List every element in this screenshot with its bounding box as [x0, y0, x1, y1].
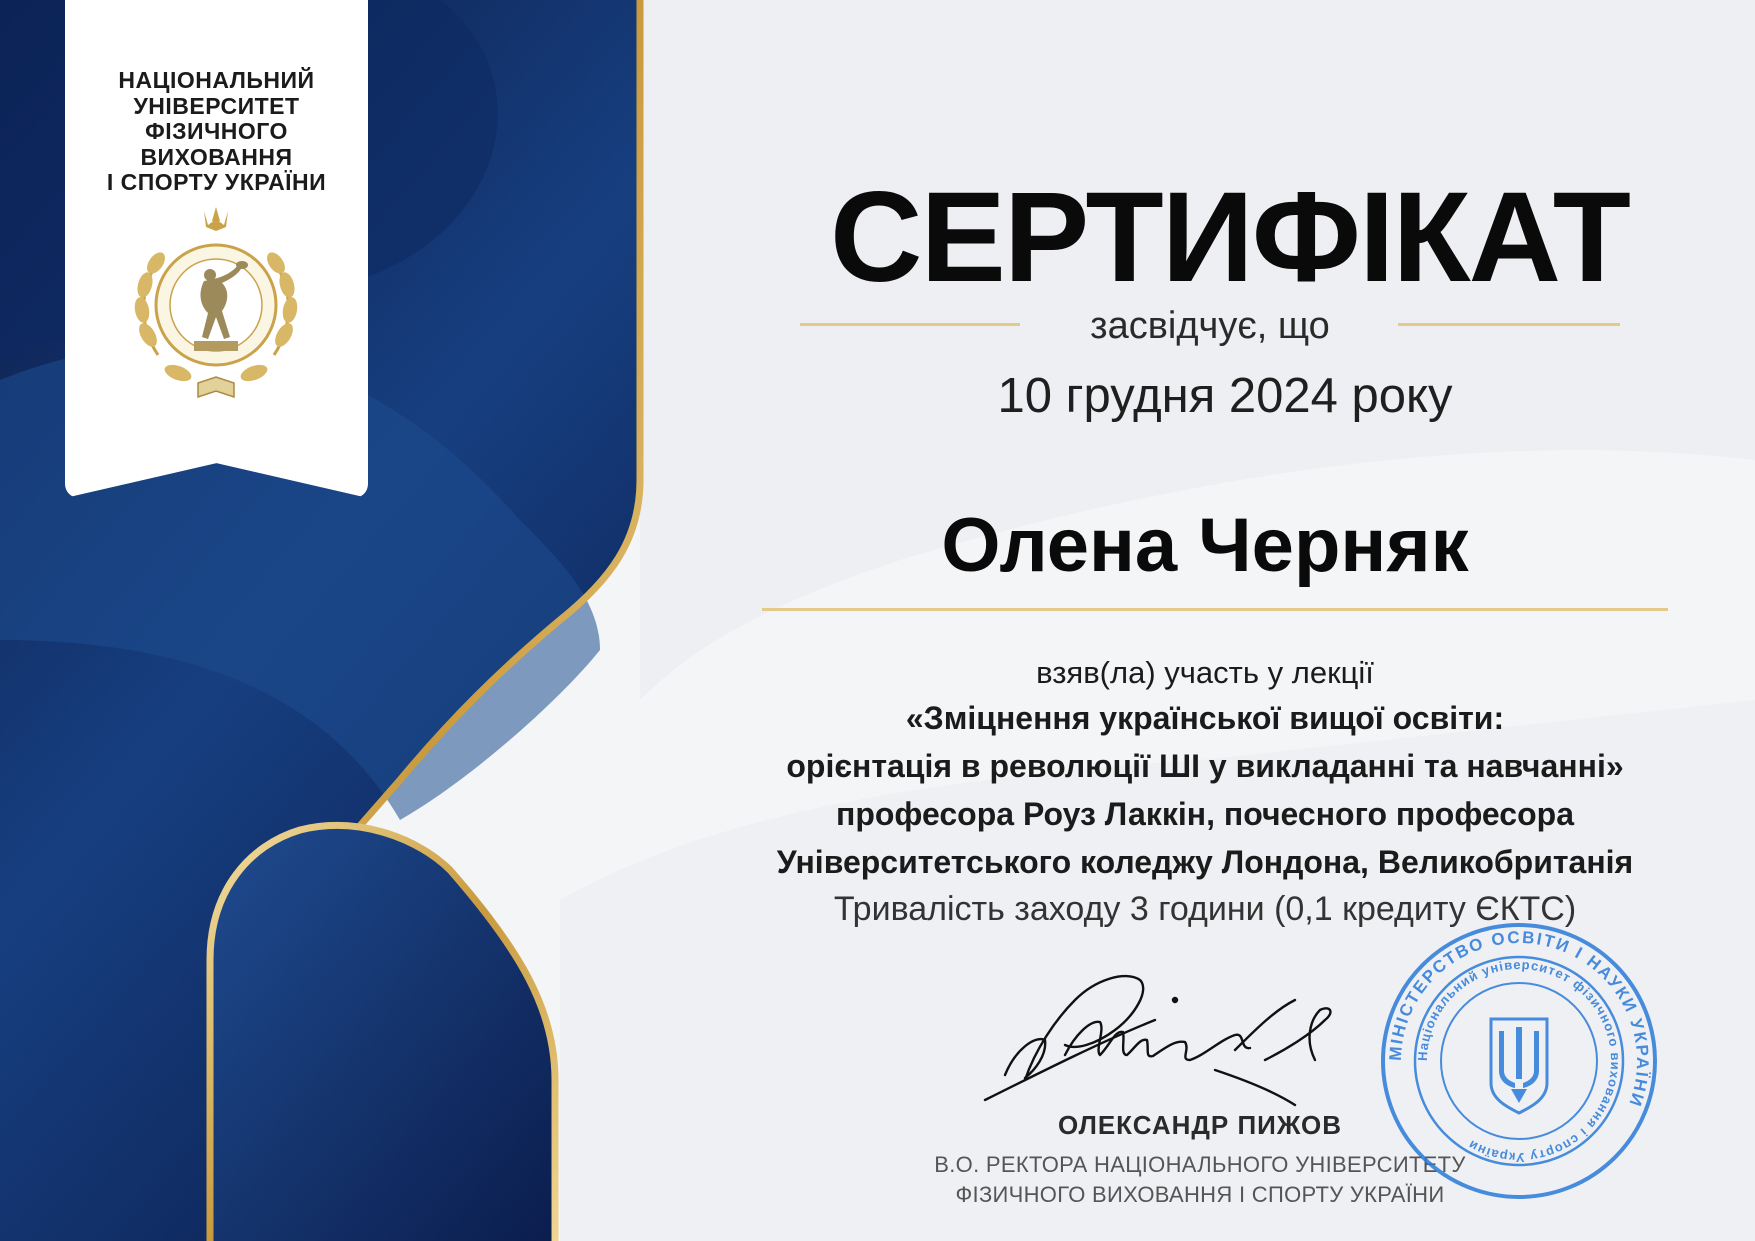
signer-title-line: В.О. РЕКТОРА НАЦІОНАЛЬНОГО УНІВЕРСИТЕТУ — [934, 1152, 1466, 1177]
certificate-date: 10 грудня 2024 року — [997, 369, 1453, 423]
certificate-subtitle: засвідчує, що — [1090, 305, 1330, 347]
university-name-line: І СПОРТУ УКРАЇНИ — [106, 169, 327, 195]
signer-title-line: ФІЗИЧНОГО ВИХОВАННЯ І СПОРТУ УКРАЇНИ — [955, 1182, 1445, 1207]
university-name — [65, 68, 368, 196]
certificate-title: СЕРТИФІКАТ — [830, 166, 1629, 309]
lecture-title-line: орієнтація в революції ШІ у викладанні та навчанні» — [786, 748, 1624, 784]
recipient-underline — [762, 608, 1668, 611]
official-stamp — [1378, 920, 1660, 1202]
participation-text: взяв(ла) участь у лекції — [1036, 655, 1374, 690]
duration-text: Тривалість заходу 3 години (0,1 кредиту ЄКТС) — [833, 890, 1577, 928]
recipient-name: Олена Черняк — [941, 503, 1469, 588]
university-emblem — [118, 205, 314, 420]
university-name-line: УНІВЕРСИТЕТ — [133, 92, 300, 119]
university-name-line: ФІЗИЧНОГО — [145, 118, 288, 144]
lecturer-line: професора Роуз Лаккін, почесного професора — [836, 796, 1574, 832]
university-name-line: ВИХОВАННЯ — [140, 143, 293, 170]
university-name-line: НАЦІОНАЛЬНИЙ — [118, 67, 315, 93]
lecture-title-line: «Зміцнення української вищої освіти: — [905, 700, 1505, 736]
lecturer-line: Університетського коледжу Лондона, Великобританія — [776, 844, 1634, 880]
subtitle-rule-left — [800, 323, 1020, 326]
subtitle-rule-right — [1398, 323, 1620, 326]
stamp-inner-text: Національний університет фізичного виховання і спорту України — [1414, 956, 1624, 1166]
signer-name: ОЛЕКСАНДР ПИЖОВ — [1058, 1110, 1342, 1140]
handwritten-signature — [965, 960, 1415, 1110]
stamp-outer-text: МІНІСТЕРСТВО ОСВІТИ І НАУКИ УКРАЇНИ — [1385, 927, 1653, 1111]
